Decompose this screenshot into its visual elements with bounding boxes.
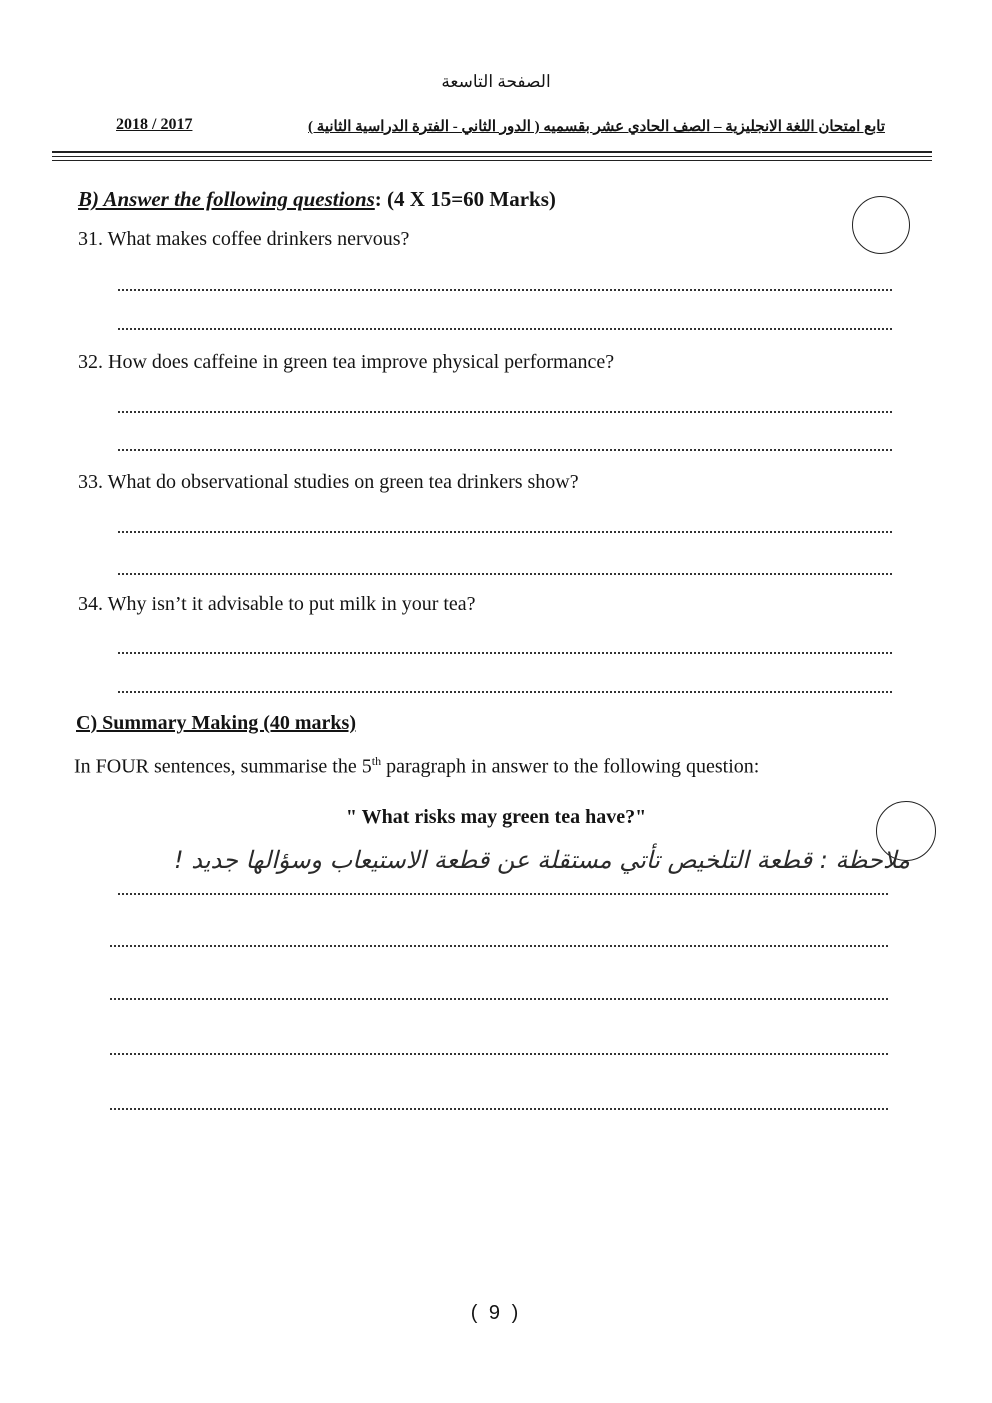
section-c-title-text: C) Summary Making (40 marks) [76, 712, 356, 734]
exam-header-line: تابع امتحان اللغة الانجليزية – الصف الحادي عشر بقسميه ( الدور الثاني - الفترة الدراسية الثانية ) [308, 119, 885, 135]
summary-line-1[interactable] [118, 893, 888, 895]
header-rule-top [52, 151, 932, 153]
answer-line-31-b[interactable] [118, 328, 892, 330]
summary-instruction-sup: th [371, 754, 382, 768]
answer-line-34-a[interactable] [118, 652, 892, 654]
handwritten-note: ملاحظة : قطعة التلخيص تأتي مستقلة عن قطعة الاستيعاب وسؤالها جديد ! [173, 846, 910, 874]
summary-line-3[interactable] [110, 998, 888, 1000]
answer-line-34-b[interactable] [118, 691, 892, 693]
summary-instruction [74, 754, 759, 779]
header-rule-bottom [52, 160, 932, 161]
section-b-title-main: B) Answer the following questions [78, 187, 375, 211]
answer-line-32-b[interactable] [118, 449, 892, 451]
page-number: ( 9 ) [470, 1302, 522, 1324]
summary-line-5[interactable] [110, 1108, 888, 1110]
summary-instruction-end: paragraph in answer to the following question: [381, 755, 760, 778]
question-32: 32. How does caffeine in green tea improve physical performance? [78, 351, 615, 373]
answer-line-33-a[interactable] [118, 531, 892, 533]
question-33: 33. What do observational studies on green tea drinkers show? [78, 471, 579, 493]
section-b-title [78, 187, 556, 212]
summary-instruction-start: In FOUR sentences, summarise the 5 [74, 755, 372, 778]
summary-line-4[interactable] [110, 1053, 888, 1055]
exam-year: 2018 / 2017 [116, 116, 198, 134]
answer-line-31-a[interactable] [118, 289, 892, 291]
page-title-arabic: الصفحة التاسعة [441, 72, 551, 91]
section-b-title-marks: : (4 X 15=60 Marks) [374, 187, 556, 211]
summary-question: " What risks may green tea have?" [345, 806, 647, 828]
answer-line-33-b[interactable] [118, 573, 892, 575]
summary-line-2[interactable] [110, 945, 888, 947]
question-31: 31. What makes coffee drinkers nervous? [78, 228, 410, 250]
header-rule-middle [52, 156, 932, 157]
section-b-mark-circle [852, 196, 910, 254]
question-34: 34. Why isn’t it advisable to put milk in your tea? [78, 593, 476, 615]
answer-line-32-a[interactable] [118, 411, 892, 413]
section-c-title [76, 712, 356, 735]
